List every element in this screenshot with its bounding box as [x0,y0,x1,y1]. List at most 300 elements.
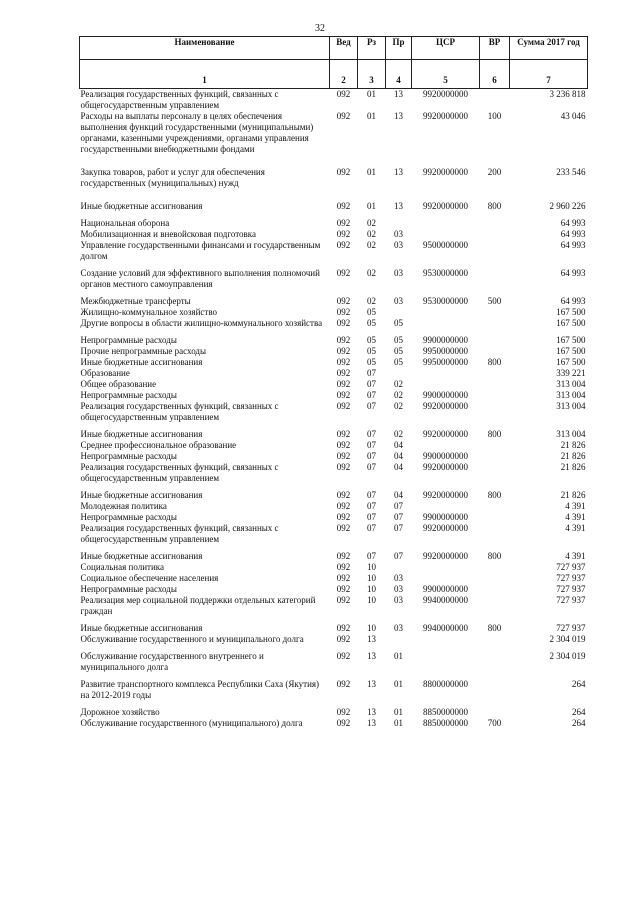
row-ved: 092 [336,707,351,717]
row-rz: 07 [367,512,376,522]
row-ved: 092 [336,401,351,411]
row-vr [480,651,510,679]
header-name: Наименование [80,37,330,60]
table-row [80,379,588,390]
column-number: 6 [480,60,510,89]
row-csr: 8850000000 [423,718,468,728]
row-sum: 264 [572,718,586,728]
row-name: Непрограммные расходы [80,335,177,345]
table-row [80,490,588,501]
row-ved: 092 [336,268,351,278]
table-row [80,357,588,368]
row-name: Общее образование [80,379,157,389]
row-rz: 13 [367,718,376,728]
row-pr: 03 [394,584,403,594]
row-vr [480,523,510,551]
row-sum: 313 004 [556,390,586,400]
table-row [80,346,588,357]
row-pr: 05 [394,318,403,328]
row-sum: 64 993 [560,218,586,228]
row-sum: 727 937 [556,573,586,583]
row-sum: 313 004 [556,401,586,411]
row-csr [412,229,480,240]
row-name: Расходы на выплаты персоналу в целях обеспечения выполнения функций государственными (муниципальными) органами, казенными учреждениями, органами управления государственными внебюджетными фондами [80,111,314,154]
table-row [80,440,588,451]
row-rz: 05 [367,307,376,317]
row-name: Непрограммные расходы [80,512,177,522]
row-csr: 9920000000 [423,429,468,439]
row-ved: 092 [336,318,351,328]
row-name: Реализация мер социальной поддержки отдельных категорий граждан [80,595,316,616]
row-pr: 04 [394,451,403,461]
row-pr: 01 [394,679,403,689]
row-rz: 01 [367,201,376,211]
row-vr [480,335,510,346]
row-name: Мобилизационная и вневойсковая подготовка [80,229,257,239]
row-name: Межбюджетные трансферты [80,296,191,306]
row-pr [386,218,412,229]
row-rz: 07 [367,462,376,472]
row-csr: 9900000000 [423,512,468,522]
row-sum: 313 004 [556,379,586,389]
row-rz: 07 [367,440,376,450]
row-pr: 01 [394,707,403,717]
row-csr: 9920000000 [423,551,468,561]
row-rz: 07 [367,551,376,561]
row-sum: 727 937 [556,584,586,594]
row-rz: 07 [367,401,376,411]
row-pr: 03 [394,595,403,605]
row-rz: 05 [367,335,376,345]
row-sum: 264 [572,679,586,689]
table-row [80,718,588,729]
row-pr: 13 [394,201,403,211]
row-vr: 700 [487,718,502,728]
row-csr [412,379,480,390]
row-sum: 233 546 [556,167,586,177]
row-vr [480,218,510,229]
row-sum: 21 826 [560,490,586,500]
row-ved: 092 [336,584,351,594]
row-sum: 4 391 [565,551,586,561]
column-number: 5 [412,60,480,89]
table-body [80,89,588,730]
table-row [80,218,588,229]
row-sum: 4 391 [565,512,586,522]
row-ved: 092 [336,368,351,378]
row-name: Реализация государственных функций, связанных с общегосударственным управлением [80,401,279,422]
row-pr: 03 [394,623,403,633]
row-ved: 092 [336,167,351,177]
row-pr: 13 [394,89,403,99]
row-pr: 07 [394,523,403,533]
table-row [80,307,588,318]
row-name: Реализация государственных функций, связанных с общегосударственным управлением [80,89,279,110]
row-rz: 01 [367,111,376,121]
row-vr [480,368,510,379]
table-row [80,512,588,523]
row-csr [412,307,480,318]
table-row [80,584,588,595]
table-row [80,634,588,651]
column-number: 2 [330,60,358,89]
row-rz: 10 [367,595,376,605]
row-name: Социальное обеспечение населения [80,573,219,583]
row-name: Иные бюджетные ассигнования [80,490,203,500]
row-rz: 13 [367,679,376,689]
row-ved: 092 [336,218,351,228]
row-name: Социальная политика [80,562,164,572]
row-rz: 02 [367,268,376,278]
row-pr [386,634,412,651]
row-csr [412,562,480,573]
header-csr: ЦСР [412,37,480,60]
table-row [80,268,588,296]
table-row [80,201,588,218]
row-ved: 092 [336,679,351,689]
row-csr: 9950000000 [423,346,468,356]
row-ved: 092 [336,623,351,633]
row-rz: 02 [367,218,376,228]
row-sum: 21 826 [560,440,586,450]
row-csr: 9900000000 [423,335,468,345]
row-rz: 07 [367,501,376,511]
row-vr [480,573,510,584]
row-rz: 07 [367,390,376,400]
row-vr [480,634,510,651]
row-sum: 21 826 [560,462,586,472]
table-row [80,401,588,429]
table-row [80,623,588,634]
row-name: Иные бюджетные ассигнования [80,201,203,211]
row-vr [480,229,510,240]
row-sum: 64 993 [560,296,586,306]
row-csr [412,573,480,584]
row-ved: 092 [336,346,351,356]
row-pr [386,562,412,573]
row-ved: 092 [336,462,351,472]
row-name: Обслуживание государственного и муниципального долга [80,634,304,644]
row-sum: 264 [572,707,586,717]
row-csr: 9920000000 [423,111,468,121]
row-csr [412,501,480,512]
row-vr [480,562,510,573]
header-pr: Пр [386,37,412,60]
row-pr: 03 [394,240,403,250]
row-ved: 092 [336,379,351,389]
row-rz: 07 [367,379,376,389]
row-name: Обслуживание государственного (муниципального) долга [80,718,303,728]
row-sum: 727 937 [556,595,586,605]
page-number: 32 [315,23,325,34]
row-ved: 092 [336,229,351,239]
row-vr [480,584,510,595]
row-name: Обслуживание государственного внутреннего и муниципального долга [80,651,264,672]
row-ved: 092 [336,451,351,461]
row-vr [480,595,510,623]
row-pr: 02 [394,390,403,400]
row-csr: 9920000000 [423,89,468,99]
row-csr: 9940000000 [423,595,468,605]
row-csr: 9900000000 [423,584,468,594]
row-name: Жилищно-коммунальное хозяйство [80,307,218,317]
table-row [80,551,588,562]
table-row [80,368,588,379]
row-pr: 13 [394,111,403,121]
table-row [80,111,588,167]
table-row [80,707,588,718]
row-rz: 05 [367,346,376,356]
row-name: Реализация государственных функций, связанных с общегосударственным управлением [80,462,279,483]
row-vr [480,501,510,512]
row-pr: 03 [394,296,403,306]
row-ved: 092 [336,551,351,561]
row-vr: 800 [487,551,502,561]
row-csr: 9500000000 [423,240,468,250]
table-row [80,167,588,201]
row-sum: 4 391 [565,501,586,511]
row-pr: 03 [394,573,403,583]
row-name: Развитие транспортного комплекса Республики Саха (Якутия) на 2012-2019 годы [80,679,320,700]
row-csr: 9920000000 [423,167,468,177]
row-pr: 05 [394,346,403,356]
row-vr [480,89,510,112]
row-csr [412,218,480,229]
row-vr: 800 [487,490,502,500]
table-row [80,595,588,623]
row-csr [412,440,480,451]
row-pr: 02 [394,401,403,411]
row-vr [480,401,510,429]
row-name: Непрограммные расходы [80,451,177,461]
row-rz: 13 [367,651,376,661]
row-csr: 9920000000 [423,462,468,472]
row-vr: 800 [487,429,502,439]
row-csr: 9920000000 [423,490,468,500]
row-sum: 167 500 [556,318,586,328]
row-pr: 01 [394,651,403,661]
row-csr: 9900000000 [423,390,468,400]
row-ved: 092 [336,390,351,400]
row-sum: 4 391 [565,523,586,533]
table-row [80,573,588,584]
column-number: 4 [386,60,412,89]
row-vr: 800 [487,201,502,211]
row-name: Прочие непрограммные расходы [80,346,207,356]
row-pr: 02 [394,379,403,389]
row-pr [386,307,412,318]
row-csr: 8800000000 [423,679,468,689]
row-rz: 13 [367,634,376,644]
row-name: Иные бюджетные ассигнования [80,357,203,367]
row-csr: 9920000000 [423,201,468,211]
row-name: Реализация государственных функций, связанных с общегосударственным управлением [80,523,279,544]
row-csr: 9940000000 [423,623,468,633]
row-ved: 092 [336,440,351,450]
row-pr: 05 [394,335,403,345]
row-pr: 04 [394,462,403,472]
row-ved: 092 [336,651,351,661]
row-name: Создание условий для эффективного выполнения полномочий органов местного самоуправления [80,268,320,289]
row-vr [480,268,510,296]
row-ved: 092 [336,429,351,439]
row-ved: 092 [336,89,351,99]
row-sum: 339 221 [556,368,586,378]
row-rz: 01 [367,89,376,99]
column-number: 7 [510,60,588,89]
row-csr: 9920000000 [423,523,468,533]
row-sum: 64 993 [560,240,586,250]
row-sum: 167 500 [556,346,586,356]
row-rz: 07 [367,523,376,533]
row-vr: 500 [487,296,502,306]
table-row [80,296,588,307]
row-ved: 092 [336,501,351,511]
header-ved: Вед [330,37,358,60]
row-vr [480,240,510,268]
row-pr: 07 [394,501,403,511]
row-vr [480,512,510,523]
row-vr [480,440,510,451]
row-vr: 200 [487,167,502,177]
table-row [80,501,588,512]
row-rz: 10 [367,623,376,633]
row-rz: 05 [367,357,376,367]
row-ved: 092 [336,573,351,583]
row-sum: 2 304 019 [549,651,586,661]
row-vr [480,707,510,718]
table-row [80,390,588,401]
row-vr [480,318,510,335]
row-ved: 092 [336,512,351,522]
row-csr: 9920000000 [423,401,468,411]
row-pr: 07 [394,551,403,561]
table-row [80,429,588,440]
table-row [80,89,588,112]
row-vr [480,379,510,390]
row-rz: 05 [367,318,376,328]
row-name: Непрограммные расходы [80,584,177,594]
row-sum: 43 046 [560,111,586,121]
row-name: Иные бюджетные ассигнования [80,623,203,633]
table-row [80,523,588,551]
row-csr: 9950000000 [423,357,468,367]
table-row [80,229,588,240]
row-sum: 21 826 [560,451,586,461]
budget-table [79,36,588,729]
table-header [80,37,588,89]
row-rz: 10 [367,562,376,572]
row-sum: 3 236 818 [549,89,586,99]
row-vr: 100 [487,111,502,121]
row-sum: 313 004 [556,429,586,439]
table-row [80,318,588,335]
row-csr: 8850000000 [423,707,468,717]
row-name: Непрограммные расходы [80,390,177,400]
row-ved: 092 [336,523,351,533]
row-csr [412,368,480,379]
row-name: Закупка товаров, работ и услуг для обеспечения государственных (муниципальных) нужд [80,167,265,188]
row-ved: 092 [336,240,351,250]
row-ved: 092 [336,634,351,644]
row-ved: 092 [336,307,351,317]
row-csr: 9900000000 [423,451,468,461]
row-csr: 9530000000 [423,268,468,278]
row-ved: 092 [336,595,351,605]
row-pr: 05 [394,357,403,367]
row-vr [480,346,510,357]
table-row [80,451,588,462]
row-pr: 04 [394,490,403,500]
row-pr: 01 [394,718,403,728]
row-vr [480,679,510,707]
column-number: 1 [80,60,330,89]
row-vr: 800 [487,623,502,633]
row-ved: 092 [336,296,351,306]
row-rz: 10 [367,584,376,594]
row-sum: 2 304 019 [549,634,586,644]
row-sum: 64 993 [560,268,586,278]
row-pr: 07 [394,512,403,522]
row-csr [412,318,480,335]
row-sum: 2 960 226 [549,201,586,211]
row-sum: 727 937 [556,562,586,572]
row-rz: 10 [367,573,376,583]
column-number: 3 [358,60,386,89]
row-rz: 07 [367,490,376,500]
row-sum: 727 937 [556,623,586,633]
header-rz: Рз [358,37,386,60]
row-rz: 02 [367,229,376,239]
row-vr: 800 [487,357,502,367]
row-rz: 07 [367,451,376,461]
row-ved: 092 [336,357,351,367]
row-vr [480,462,510,490]
row-sum: 167 500 [556,357,586,367]
table-row [80,651,588,679]
row-ved: 092 [336,335,351,345]
row-vr [480,307,510,318]
row-name: Среднее профессиональное образование [80,440,237,450]
row-rz: 02 [367,240,376,250]
row-rz: 02 [367,296,376,306]
row-sum: 167 500 [556,307,586,317]
row-name: Дорожное хозяйство [80,707,160,717]
row-ved: 092 [336,718,351,728]
row-rz: 01 [367,167,376,177]
row-csr: 9530000000 [423,296,468,306]
row-name: Иные бюджетные ассигнования [80,429,203,439]
row-pr: 04 [394,440,403,450]
row-ved: 092 [336,201,351,211]
row-ved: 092 [336,490,351,500]
header-vr: ВР [480,37,510,60]
row-name: Иные бюджетные ассигнования [80,551,203,561]
row-vr [480,451,510,462]
row-ved: 092 [336,562,351,572]
table-row [80,240,588,268]
table-row [80,679,588,707]
row-ved: 092 [336,111,351,121]
row-sum: 64 993 [560,229,586,239]
row-rz: 07 [367,429,376,439]
row-pr [386,368,412,379]
table-row [80,562,588,573]
row-pr: 02 [394,429,403,439]
header-sum: Сумма 2017 год [510,37,588,60]
table-row [80,462,588,490]
table-row [80,335,588,346]
